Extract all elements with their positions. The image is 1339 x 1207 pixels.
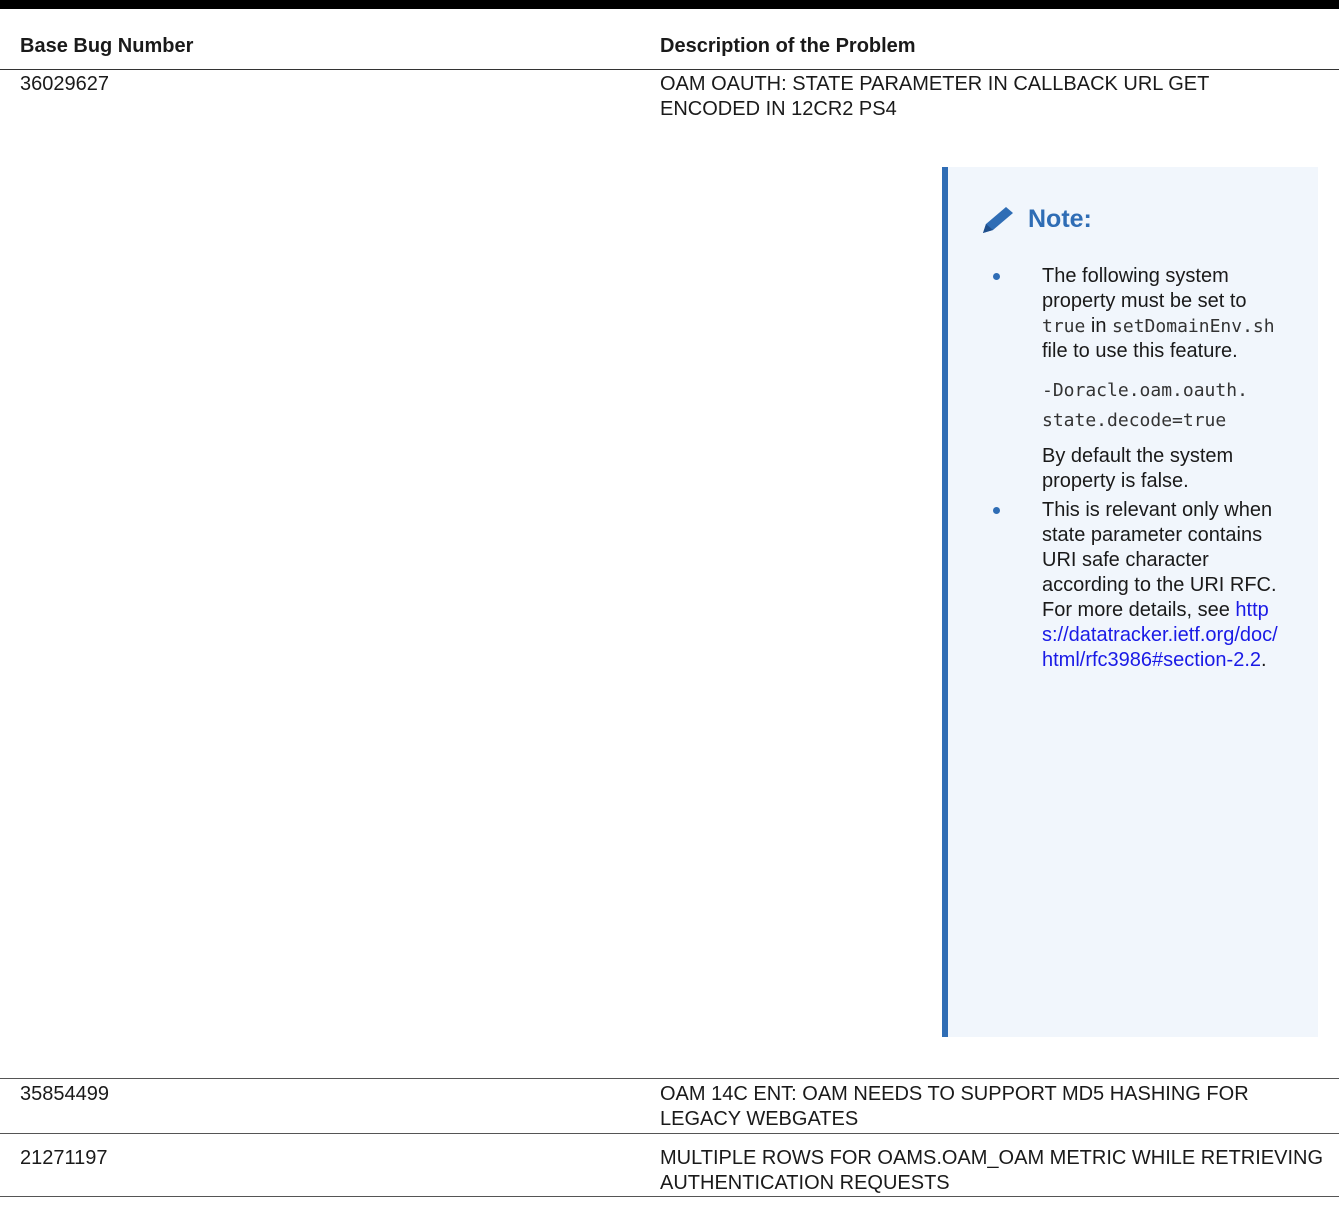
note-text: in <box>1085 314 1107 337</box>
table-row <box>0 69 1339 1078</box>
code-block: -Doracle.oam.oauth.state.decode=true <box>1042 379 1248 431</box>
bullet-icon <box>993 507 1000 514</box>
note-list <box>980 264 1288 673</box>
inline-code: setDomainEnv.sh <box>1112 315 1275 337</box>
bug-number: 35854499 <box>0 1078 640 1133</box>
header-description: Description of the Problem <box>640 25 1339 69</box>
pencil-icon <box>980 205 1018 235</box>
bug-number: 36029627 <box>0 69 640 1078</box>
note-item <box>980 498 1288 673</box>
note-text: . <box>1261 648 1267 671</box>
top-rule <box>0 0 1339 9</box>
note-box <box>942 167 1318 1037</box>
bug-description: OAM 14C ENT: OAM NEEDS TO SUPPORT MD5 HASHING FOR LEGACY WEBGATES <box>640 1078 1339 1133</box>
header-base-bug-number: Base Bug Number <box>0 25 640 69</box>
bug-table <box>0 25 1339 1197</box>
table-row <box>0 1133 1339 1196</box>
note-item <box>980 264 1288 494</box>
note-text: By default the system property is false. <box>1042 444 1234 492</box>
note-text: The following system property must be set to <box>1042 264 1247 312</box>
table-row <box>0 1078 1339 1133</box>
inline-code: true <box>1042 315 1086 337</box>
table-header-row <box>0 25 1339 69</box>
note-header <box>980 205 1288 235</box>
bullet-icon <box>993 273 1000 280</box>
note-text: This is relevant only when state parameter contains URI safe character according to the URI RFC. For more details, see <box>1042 498 1277 621</box>
note-title: Note: <box>1028 205 1092 233</box>
bug-description: MULTIPLE ROWS FOR OAMS.OAM_OAM METRIC WHILE RETRIEVING AUTHENTICATION REQUESTS <box>640 1133 1339 1196</box>
bug-number: 21271197 <box>0 1133 640 1196</box>
rfc-link[interactable]: https://datatracker.ietf.org/doc/html/rfc3986#section-2.2 <box>1042 598 1278 671</box>
bug-description: OAM OAUTH: STATE PARAMETER IN CALLBACK URL GET ENCODED IN 12CR2 PS4 <box>660 72 1209 120</box>
bug-description-cell <box>640 69 1339 1078</box>
note-text: file to use this feature. <box>1042 339 1238 362</box>
